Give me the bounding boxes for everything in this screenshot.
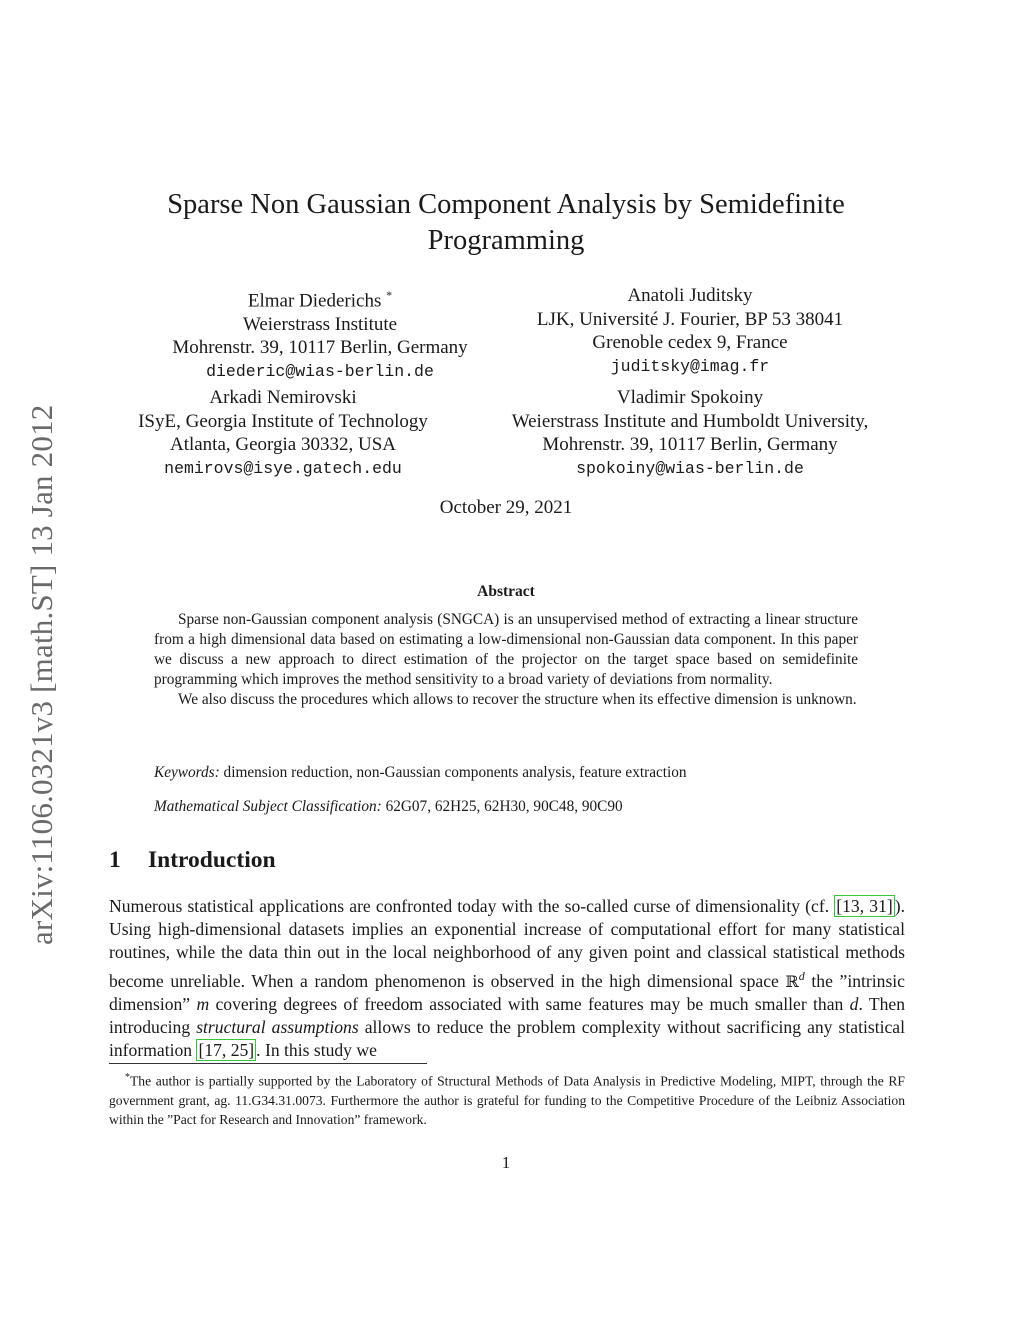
- footnote-mark: *: [125, 1072, 130, 1083]
- keywords-text: dimension reduction, non-Gaussian components analysis, feature extraction: [223, 764, 687, 781]
- author-name: Anatoli Juditsky: [627, 285, 753, 306]
- arxiv-stamp: arXiv:1106.0321v3 [math.ST] 13 Jan 2012: [24, 404, 59, 945]
- section-number: 1: [109, 847, 121, 873]
- section-heading: [109, 847, 276, 874]
- citation-link[interactable]: [13, 31]: [836, 896, 893, 916]
- title-line-1: Sparse Non Gaussian Component Analysis by Semidefinite: [167, 189, 845, 220]
- abstract-paragraph: We also discuss the procedures which allows to recover the structure when its effective dimension is unknown.: [178, 691, 857, 708]
- author-email[interactable]: diederic@wias-berlin.de: [206, 361, 434, 381]
- author-affiliation-line: Weierstrass Institute: [242, 313, 398, 335]
- author-affiliation-line: Weierstrass Institute and Humboldt University,: [511, 410, 869, 432]
- emphasis: structural assumptions: [196, 1016, 359, 1037]
- footnote-rule: [109, 1063, 427, 1064]
- author-affiliation-line: ISyE, Georgia Institute of Technology: [138, 410, 428, 432]
- citation-link[interactable]: [17, 25]: [198, 1040, 255, 1061]
- introduction-paragraph: Numerous statistical applications are confronted today with the so-called curse of dimensionality (cf. [13, 31] ). Using high-dimensional datasets implies an exponential increase of computational effort for many statistical routines, while the data thin out in the local neighborhood of any given point and classical statistical methods become unreliable. When a random phenomenon is observed in the high dimensional space ℝ$^d$ the ”intrinsic dimension” m covering degrees of freedom associated with same features may be much smaller than d. Then introducing structural assumptions allows to reduce the problem complexity without sacrificing any statistical information [17, 25] . In this study we: [109, 896, 906, 1061]
- author-affiliation-line: Mohrenstr. 39, 10117 Berlin, Germany: [542, 434, 838, 455]
- footnote-text: The author is partially supported by the Laboratory of Structural Methods of Data Analysis in Predictive Modeling, MIPT, through the RF government grant, ag. 11.G34.31.0073. Furthermore the author is grateful for funding to the Competitive Procedure of the Leibniz Association within the ”Pact for Research and Innovation” framework.: [109, 1073, 905, 1127]
- msc-text: 62G07, 62H25, 62H30, 90C48, 90C90: [385, 798, 623, 815]
- msc-label: Mathematical Subject Classification:: [154, 798, 382, 815]
- paper-date: October 29, 2021: [439, 497, 573, 518]
- author-block-2: [480, 284, 900, 378]
- math-real-space: ℝ: [785, 971, 799, 991]
- title-line-2: Programming: [427, 225, 585, 256]
- author-name: Elmar Diederichs *: [247, 288, 393, 312]
- author-name: Arkadi Nemirovski: [209, 387, 357, 408]
- math-symbol: m: [196, 993, 210, 1014]
- subject-classification: [154, 798, 858, 816]
- author-affiliation-line: Grenoble cedex 9, France: [592, 332, 788, 353]
- keywords-label: Keywords:: [154, 764, 220, 781]
- author-affiliation-line: LJK, Université J. Fourier, BP 53 38041: [536, 308, 844, 330]
- paper-title: [0, 187, 1012, 259]
- author-affiliation-line: Mohrenstr. 39, 10117 Berlin, Germany: [172, 337, 468, 359]
- page-number: 1: [501, 1153, 511, 1172]
- author-name: Vladimir Spokoiny: [616, 387, 764, 408]
- math-symbol: d: [849, 993, 859, 1014]
- footnote: [109, 1068, 905, 1129]
- author-affiliation-line: Atlanta, Georgia 30332, USA: [169, 434, 397, 455]
- author-email[interactable]: spokoiny@wias-berlin.de: [576, 458, 804, 478]
- keywords: [154, 764, 858, 782]
- author-block-1: [110, 284, 530, 383]
- author-email[interactable]: juditsky@imag.fr: [610, 356, 770, 376]
- section-title: Introduction: [148, 847, 276, 873]
- abstract-heading: Abstract: [477, 583, 535, 600]
- author-email[interactable]: nemirovs@isye.gatech.edu: [164, 458, 402, 478]
- author-block-3: [90, 386, 476, 480]
- abstract-paragraph: Sparse non-Gaussian component analysis (SNGCA) is an unsupervised method of extracting a linear structure from a high dimensional data based on estimating a low-dimensional non-Gaussian data component. In this paper we discuss a new approach to direct estimation of the projector on the target space based on semidefinite programming which improves the method sensitivity to a broad variety of deviations from normality.: [154, 611, 858, 688]
- abstract-body: [154, 610, 858, 710]
- author-block-4: [470, 386, 910, 480]
